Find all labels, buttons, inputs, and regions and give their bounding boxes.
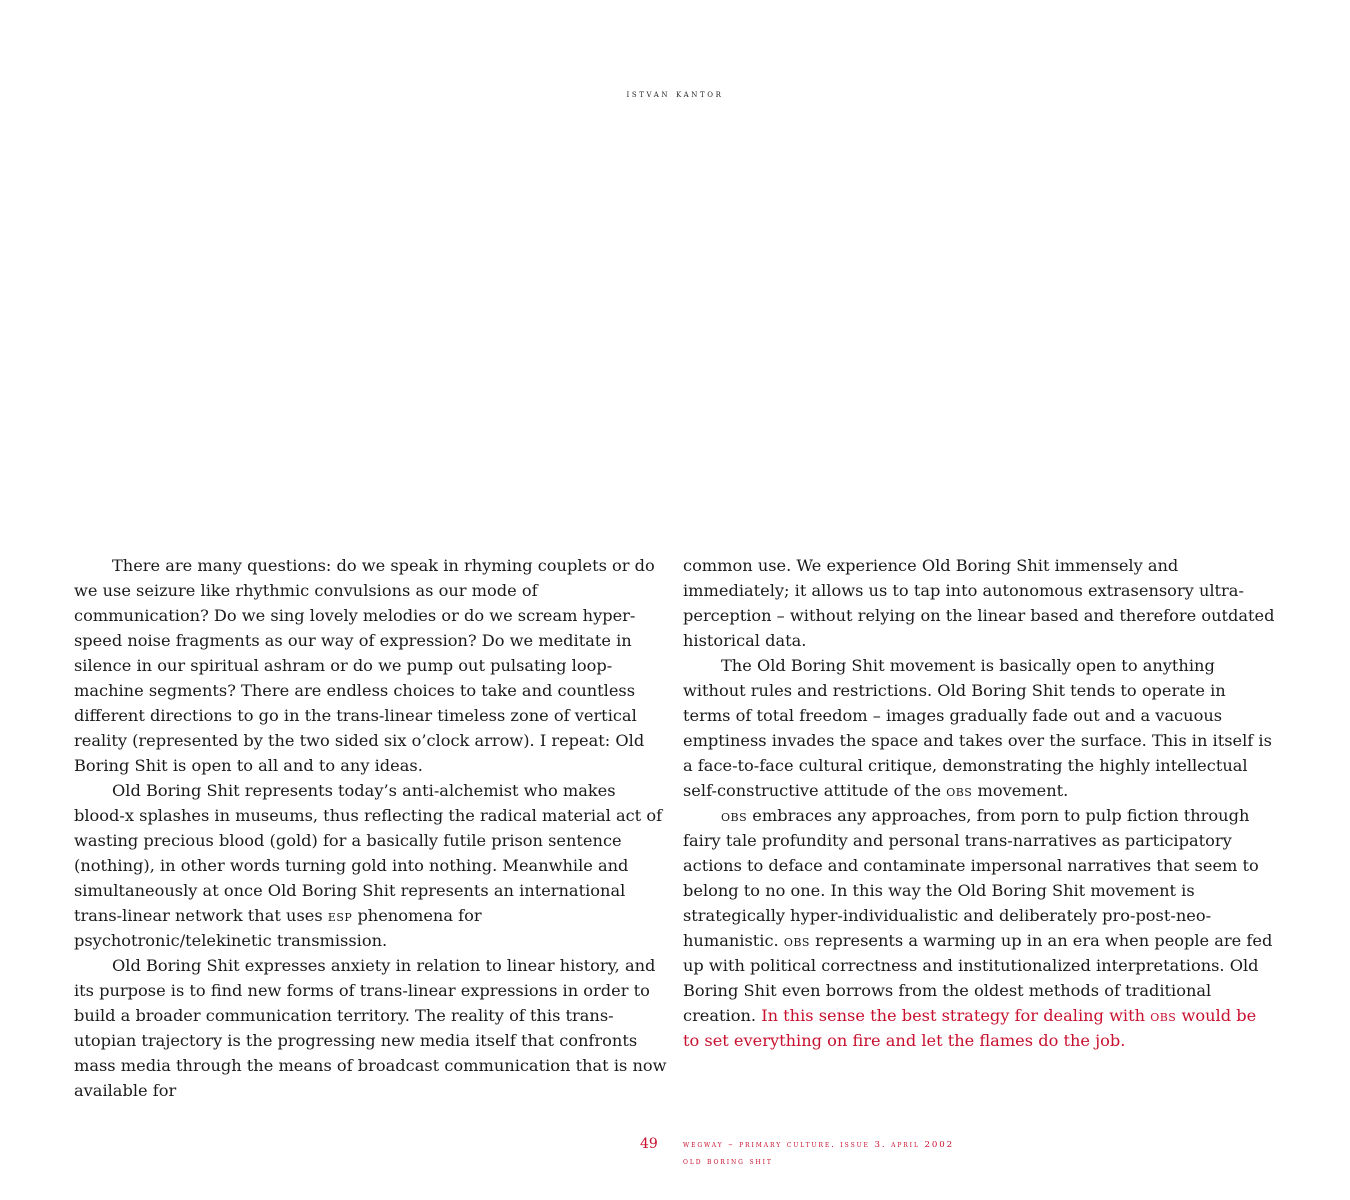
abbreviation: obs <box>783 931 810 950</box>
footer-article-title: old boring shit <box>683 1157 773 1167</box>
paragraph-continued: common use. We experience Old Boring Shit immensely and immediately; it allows us to tap into autonomous extrasensory ultra-perception – without relying on the linear based and therefore outdated historical data. <box>683 556 1275 650</box>
right-column <box>683 553 1277 1053</box>
text-run: movement. <box>977 781 1069 800</box>
text-run: embraces any approaches, from porn to pulp fiction through fairy tale profundity and personal trans-narratives as participatory actions to deface and contaminate impersonal narratives that seem to belong to no one. In this way the Old Boring Shit movement is strategically hyper-individualistic and deliberately pro-post-neo-humanistic. <box>683 806 1259 950</box>
text-run: In this sense the best strategy for dealing with <box>761 1006 1146 1025</box>
paragraph <box>683 803 1277 1053</box>
text-run: The Old Boring Shit movement is basically open to anything without rules and restrictions. Old Boring Shit tends to operate in terms of total freedom – images gradually fade out and a vacuous emptiness invades the space and takes over the surface. This in itself is a face-to-face cultural critique, demonstrating the highly intellectual self-constructive attitude of the <box>683 656 1272 800</box>
text-run: would be to set everything on fire and let the flames do the job. <box>683 1006 1257 1050</box>
text-run: phenomena for psychotronic/telekinetic transmission. <box>74 906 482 950</box>
left-column <box>74 553 668 1103</box>
footer <box>683 1137 954 1171</box>
abbreviation: obs <box>1150 1006 1177 1025</box>
running-head: istvan kantor <box>626 88 724 100</box>
paragraph <box>683 653 1277 803</box>
highlighted-text <box>683 1006 1256 1050</box>
abbreviation: obs <box>721 806 748 825</box>
footer-publication: wegway – primary culture. issue 3. april 2002 <box>683 1140 954 1150</box>
paragraph <box>74 778 668 953</box>
text-run: represents a warming up in an era when people are fed up with political correctness and institutionalized interpretations. Old Boring Shit even borrows from the oldest methods of traditional creation. <box>683 931 1273 1025</box>
paragraph: Old Boring Shit expresses anxiety in relation to linear history, and its purpose is to find new forms of trans-linear expressions in order to build a broader communication territory. The reality of this trans-utopian trajectory is the progressing new media itself that confronts mass media through the means of broadcast communication that is now available for <box>74 956 667 1100</box>
page-number: 49 <box>640 1136 658 1152</box>
abbreviation: esp <box>327 906 353 925</box>
abbreviation: obs <box>946 781 973 800</box>
text-run: Old Boring Shit represents today’s anti-alchemist who makes blood-x splashes in museums, thus reflecting the radical material act of wasting precious blood (gold) for a basically futile prison sentence (nothing), in other words turning gold into nothing. Meanwhile and simultaneously at once Old Boring Shit represents an international trans-linear network that uses <box>74 781 663 925</box>
paragraph: There are many questions: do we speak in rhyming couplets or do we use seizure like rhythmic convulsions as our mode of communication? Do we sing lovely melodies or do we scream hyper-speed noise fragments as our way of expression? Do we meditate in silence in our spiritual ashram or do we pump out pulsating loop-machine segments? There are endless choices to take and countless different directions to go in the trans-linear timeless zone of vertical reality (represented by the two sided six o’clock arrow). I repeat: Old Boring Shit is open to all and to any ideas. <box>74 556 655 775</box>
